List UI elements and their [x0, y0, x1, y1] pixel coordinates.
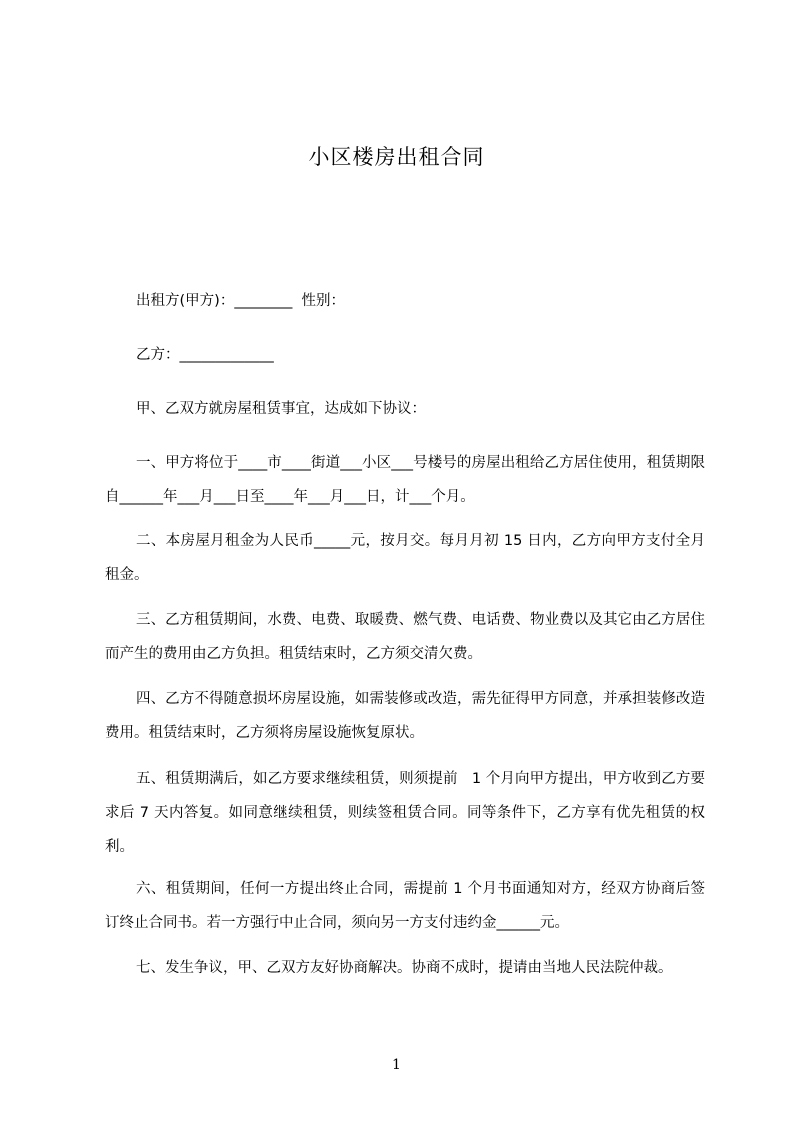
- clause-3: 三、乙方租赁期间，水费、电费、取暖费、燃气费、电话费、物业费以及其它由乙方居住而产生的费用由乙方负担。租赁结束时，乙方须交清欠费。: [105, 612, 705, 662]
- intro-paragraph: 甲、乙双方就房屋租赁事宜，达成如下协议：: [136, 401, 426, 417]
- lessor-line: 出租方(甲方)：________ 性别：: [136, 293, 346, 309]
- lessee-line: 乙方：_____________: [136, 347, 274, 363]
- page-number: 1: [392, 1057, 401, 1073]
- document-title: 小区楼房出租合同: [308, 145, 485, 169]
- clause-2: 二、本房屋月租金为人民币_____元，按月交。每月月初 15 日内，乙方向甲方支付全月租金。: [105, 533, 705, 583]
- clause-1: 一、甲方将位于____市____街道___小区___号楼号的房屋出租给乙方居住使用，租赁期限自______年___月___日至____年___月___日，计___个月。: [105, 455, 705, 505]
- clause-4: 四、乙方不得随意损坏房屋设施，如需装修或改造，需先征得甲方同意，并承担装修改造费用。租赁结束时，乙方须将房屋设施恢复原状。: [105, 691, 705, 741]
- clause-5: 五、租赁期满后，如乙方要求继续租赁，则须提前 1 个月向甲方提出，甲方收到乙方要求后 7 天内答复。如同意继续租赁，则续签租赁合同。同等条件下，乙方享有优先租赁的权利。: [105, 771, 705, 855]
- clause-7: 七、发生争议，甲、乙双方友好协商解决。协商不成时，提请由当地人民法院仲裁。: [136, 960, 673, 976]
- clause-6: 六、租赁期间，任何一方提出终止合同，需提前 1 个月书面通知对方，经双方协商后签订终止合同书。若一方强行中止合同，须向另一方支付违约金______元。: [105, 881, 705, 931]
